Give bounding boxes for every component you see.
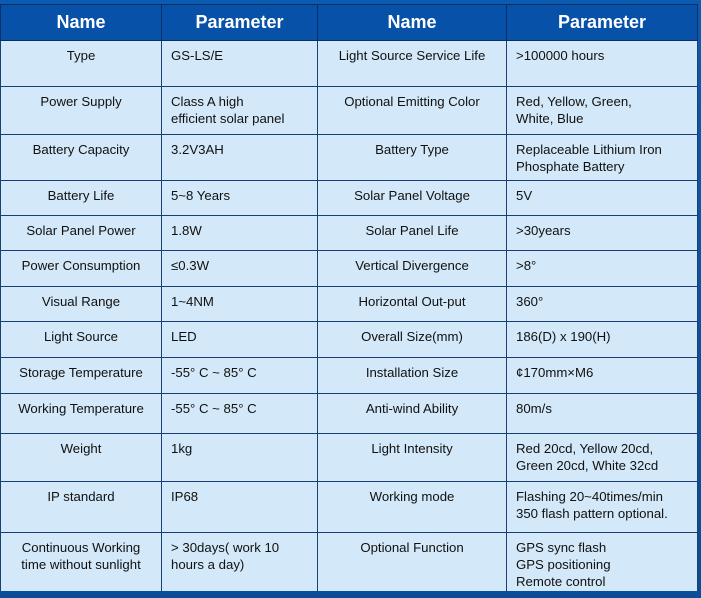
header-name-1: Name: [1, 5, 162, 41]
param-name-cell: Working Temperature: [1, 394, 162, 434]
table-row: [1, 482, 698, 533]
header-name-2: Name: [318, 5, 507, 41]
param-value-cell: 1~4NM: [162, 287, 318, 322]
param-name-cell: Anti-wind Ability: [318, 394, 507, 434]
param-name-cell: Solar Panel Voltage: [318, 181, 507, 216]
param-value-cell: 1kg: [162, 434, 318, 482]
param-name-cell: Battery Capacity: [1, 135, 162, 181]
param-name-cell: Optional Emitting Color: [318, 87, 507, 135]
param-value-cell: GPS sync flash GPS positioning Remote control: [507, 533, 698, 597]
param-value-cell: LED: [162, 322, 318, 358]
param-value-cell: 3.2V3AH: [162, 135, 318, 181]
header-row: [1, 5, 698, 41]
param-name-cell: Light Source: [1, 322, 162, 358]
table-row: [1, 181, 698, 216]
param-name-cell: Overall Size(mm): [318, 322, 507, 358]
param-name-cell: Light Intensity: [318, 434, 507, 482]
param-name-cell: Continuous Working time without sunlight: [1, 533, 162, 597]
param-value-cell: Red, Yellow, Green, White, Blue: [507, 87, 698, 135]
param-name-cell: Installation Size: [318, 358, 507, 394]
param-name-cell: Solar Panel Life: [318, 216, 507, 251]
param-name-cell: Optional Function: [318, 533, 507, 597]
param-value-cell: 5V: [507, 181, 698, 216]
param-value-cell: IP68: [162, 482, 318, 533]
header-parameter-1: Parameter: [162, 5, 318, 41]
param-value-cell: Class A high efficient solar panel: [162, 87, 318, 135]
param-value-cell: 360°: [507, 287, 698, 322]
param-value-cell: 186(D) x 190(H): [507, 322, 698, 358]
param-name-cell: IP standard: [1, 482, 162, 533]
param-value-cell: Replaceable Lithium Iron Phosphate Battery: [507, 135, 698, 181]
param-value-cell: 5~8 Years: [162, 181, 318, 216]
param-value-cell: -55° C ~ 85° C: [162, 358, 318, 394]
param-name-cell: Storage Temperature: [1, 358, 162, 394]
param-name-cell: Working mode: [318, 482, 507, 533]
table-row: [1, 251, 698, 287]
table-row: [1, 358, 698, 394]
param-name-cell: Power Supply: [1, 87, 162, 135]
param-name-cell: Weight: [1, 434, 162, 482]
table-row: [1, 322, 698, 358]
param-value-cell: Flashing 20~40times/min 350 flash pattern optional.: [507, 482, 698, 533]
param-name-cell: Visual Range: [1, 287, 162, 322]
param-name-cell: Battery Life: [1, 181, 162, 216]
table-row: [1, 41, 698, 87]
param-value-cell: Red 20cd, Yellow 20cd, Green 20cd, White 32cd: [507, 434, 698, 482]
param-name-cell: Solar Panel Power: [1, 216, 162, 251]
table-row: [1, 135, 698, 181]
param-value-cell: >8°: [507, 251, 698, 287]
table-row: [1, 434, 698, 482]
table-row: [1, 533, 698, 597]
param-name-cell: Vertical Divergence: [318, 251, 507, 287]
table-row: [1, 87, 698, 135]
header-parameter-2: Parameter: [507, 5, 698, 41]
param-value-cell: > 30days( work 10 hours a day): [162, 533, 318, 597]
param-value-cell: 1.8W: [162, 216, 318, 251]
bottom-band: [0, 591, 701, 598]
param-value-cell: >30years: [507, 216, 698, 251]
param-value-cell: -55° C ~ 85° C: [162, 394, 318, 434]
param-name-cell: Power Consumption: [1, 251, 162, 287]
param-name-cell: Light Source Service Life: [318, 41, 507, 87]
table-row: [1, 216, 698, 251]
spec-table: [0, 4, 698, 597]
param-value-cell: >100000 hours: [507, 41, 698, 87]
table-row: [1, 287, 698, 322]
table-row: [1, 394, 698, 434]
param-name-cell: Battery Type: [318, 135, 507, 181]
param-name-cell: Horizontal Out-put: [318, 287, 507, 322]
param-value-cell: ¢170mm×M6: [507, 358, 698, 394]
param-value-cell: GS-LS/E: [162, 41, 318, 87]
param-value-cell: ≤0.3W: [162, 251, 318, 287]
param-value-cell: 80m/s: [507, 394, 698, 434]
param-name-cell: Type: [1, 41, 162, 87]
